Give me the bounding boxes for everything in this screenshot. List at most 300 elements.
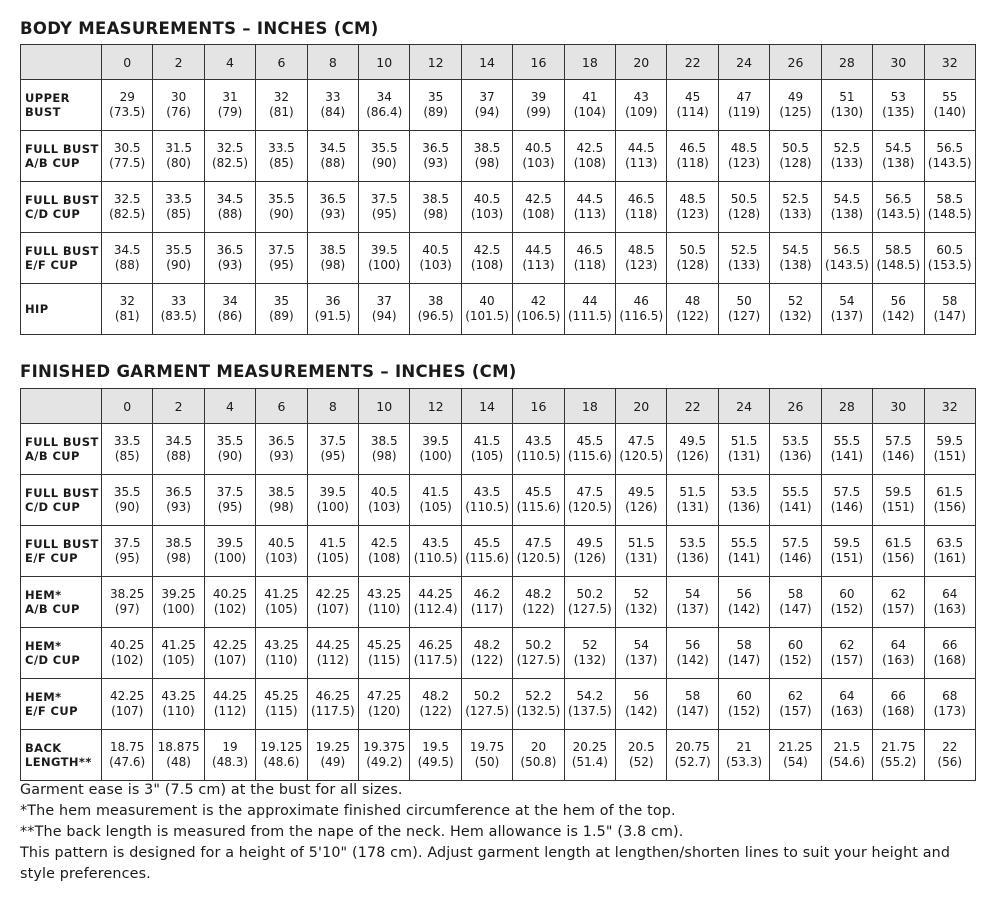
note-height: This pattern is designed for a height of 5'10" (178 cm). Adjust garment length at lengthen/shorten lines to suit your height and style preferences. (20, 845, 951, 882)
inches-value: 55 (942, 90, 958, 104)
measurement-cell (513, 233, 564, 284)
measurement-cell (410, 182, 461, 233)
cm-value: (141) (830, 449, 864, 463)
cm-value: (141) (779, 500, 812, 514)
cm-value: (51.4) (571, 755, 608, 769)
inches-value: 57.5 (833, 485, 861, 499)
cm-value: (97) (114, 602, 140, 616)
inches-value: 44.5 (525, 243, 552, 257)
inches-value: 48.5 (730, 141, 758, 155)
measurement-cell (461, 424, 512, 475)
cm-value: (73.5) (109, 105, 146, 119)
measurement-cell (153, 284, 204, 335)
inches-value: 58 (685, 689, 701, 703)
cm-value: (136) (727, 500, 761, 514)
inches-value: 35.5 (113, 485, 141, 499)
inches-value: 21.25 (778, 740, 813, 754)
measurement-cell (770, 628, 821, 679)
cm-value: (98) (269, 500, 294, 514)
inches-value: 33.5 (268, 141, 295, 155)
cm-value: (83.5) (160, 309, 197, 323)
measurement-cell (924, 577, 976, 628)
cm-value: (123) (625, 258, 658, 272)
measurement-cell (667, 475, 718, 526)
measurement-cell (718, 131, 769, 182)
measurement-cell (461, 526, 512, 577)
cm-value: (151) (830, 551, 864, 565)
measurement-cell (102, 80, 153, 131)
cm-value: (103) (419, 258, 452, 272)
inches-value: 33 (170, 294, 187, 308)
inches-value: 50.5 (679, 243, 707, 257)
measurement-cell (256, 182, 307, 233)
cm-value: (98) (474, 156, 500, 170)
size-header: 14 (461, 389, 512, 424)
measurement-cell (616, 475, 667, 526)
measurement-cell (307, 577, 358, 628)
row-label-line1: FULL BUST (25, 142, 99, 156)
inches-value: 19.25 (315, 740, 350, 754)
inches-value: 36.5 (268, 434, 295, 448)
cm-value: (152) (727, 704, 761, 718)
measurement-row (21, 679, 976, 730)
inches-value: 40.5 (370, 485, 398, 499)
measurement-cell (359, 182, 410, 233)
cm-value: (110) (368, 602, 401, 616)
measurement-cell (153, 526, 204, 577)
cm-value: (48) (166, 755, 191, 769)
measurement-cell (359, 475, 410, 526)
cm-value: (98) (166, 551, 191, 565)
cm-value: (100) (162, 602, 195, 616)
size-header: 10 (359, 45, 410, 80)
inches-value: 42.25 (110, 689, 145, 703)
cm-value: (168) (882, 704, 915, 718)
measurement-cell (513, 577, 564, 628)
measurement-row (21, 233, 976, 284)
inches-value: 40.5 (525, 141, 552, 155)
measurement-cell (821, 526, 872, 577)
measurement-cell (616, 284, 667, 335)
inches-value: 58.5 (884, 243, 912, 257)
inches-value: 48.2 (422, 689, 449, 703)
inches-value: 31.5 (165, 141, 192, 155)
inches-value: 39.5 (216, 536, 244, 550)
size-header: 32 (924, 45, 976, 80)
cm-value: (108) (470, 258, 504, 272)
body-measurements-title: BODY MEASUREMENTS – INCHES (CM) (20, 19, 379, 38)
cm-value: (53.3) (726, 755, 763, 769)
measurement-cell (307, 730, 358, 781)
inches-value: 58 (736, 638, 752, 652)
inches-value: 45.25 (367, 638, 402, 652)
row-label-line1: UPPER (25, 91, 70, 105)
measurement-cell (667, 730, 718, 781)
cm-value: (137) (830, 309, 864, 323)
measurement-row (21, 577, 976, 628)
inches-value: 41.25 (264, 587, 299, 601)
inches-value: 19.75 (469, 740, 505, 754)
cm-value: (112.4) (413, 602, 458, 616)
cm-value: (128) (779, 156, 812, 170)
measurement-cell (410, 424, 461, 475)
inches-value: 54 (839, 294, 855, 308)
cm-value: (90) (166, 258, 191, 272)
cm-value: (93) (269, 449, 294, 463)
measurement-cell (204, 182, 255, 233)
cm-value: (147) (933, 309, 966, 323)
inches-value: 49.5 (627, 485, 655, 499)
note-hem: *The hem measurement is the approximate finished circumference at the hem of the top. (20, 803, 676, 819)
row-label (21, 730, 102, 781)
row-label-line2: A/B CUP (25, 156, 80, 170)
measurement-cell (821, 577, 872, 628)
cm-value: (90) (371, 156, 397, 170)
cm-value: (88) (217, 207, 243, 221)
measurement-cell (410, 679, 461, 730)
measurement-cell (924, 730, 976, 781)
inches-value: 22 (942, 740, 958, 754)
measurement-cell (564, 182, 615, 233)
inches-value: 37.5 (319, 434, 347, 448)
row-label (21, 577, 102, 628)
inches-value: 43 (633, 90, 649, 104)
cm-value: (133) (727, 258, 761, 272)
note-back-length: **The back length is measured from the nape of the neck. Hem allowance is 1.5" (3.8 cm). (20, 824, 684, 840)
cm-value: (127.5) (516, 653, 561, 667)
cm-value: (173) (933, 704, 966, 718)
inches-value: 59.5 (884, 485, 912, 499)
row-label-line1: FULL BUST (25, 244, 99, 258)
inches-value: 45 (685, 90, 701, 104)
measurement-cell (616, 628, 667, 679)
measurement-cell (718, 80, 769, 131)
measurement-cell (153, 131, 204, 182)
cm-value: (89) (269, 309, 294, 323)
inches-value: 46 (633, 294, 649, 308)
cm-value: (91.5) (314, 309, 351, 323)
cm-value: (49.5) (417, 755, 454, 769)
cm-value: (146) (779, 551, 812, 565)
measurement-cell (359, 424, 410, 475)
inches-value: 35.5 (370, 141, 398, 155)
inches-value: 54.5 (884, 141, 912, 155)
size-header: 22 (667, 45, 718, 80)
inches-value: 37.5 (113, 536, 141, 550)
inches-value: 60 (787, 638, 804, 652)
cm-value: (120.5) (619, 449, 664, 463)
cm-value: (93) (217, 258, 243, 272)
cm-value: (117) (470, 602, 504, 616)
measurement-cell (564, 526, 615, 577)
cm-value: (93) (166, 500, 191, 514)
size-header: 26 (770, 45, 821, 80)
cm-value: (95) (217, 500, 243, 514)
measurement-cell (616, 233, 667, 284)
measurement-cell (461, 730, 512, 781)
size-header-row (21, 45, 976, 80)
measurement-cell (359, 526, 410, 577)
size-header: 6 (256, 45, 307, 80)
measurement-cell (513, 475, 564, 526)
inches-value: 19.125 (260, 740, 303, 754)
measurement-cell (513, 526, 564, 577)
measurement-cell (821, 679, 872, 730)
inches-value: 48.2 (525, 587, 552, 601)
measurement-cell (513, 424, 564, 475)
inches-value: 54 (633, 638, 649, 652)
cm-value: (82.5) (109, 207, 146, 221)
measurement-cell (153, 679, 204, 730)
cm-value: (120) (368, 704, 401, 718)
inches-value: 20.5 (627, 740, 655, 754)
cm-value: (147) (727, 653, 761, 667)
inches-value: 49.5 (576, 536, 604, 550)
inches-value: 40.25 (212, 587, 248, 601)
cm-value: (117.5) (310, 704, 355, 718)
cm-value: (107) (316, 602, 349, 616)
inches-value: 66 (890, 689, 906, 703)
size-header: 24 (718, 45, 769, 80)
cm-value: (143.5) (825, 258, 869, 272)
measurement-cell (667, 577, 718, 628)
inches-value: 55.5 (782, 485, 809, 499)
inches-value: 37.5 (268, 243, 295, 257)
inches-value: 35 (273, 294, 290, 308)
cm-value: (120.5) (568, 500, 612, 514)
inches-value: 54 (685, 587, 701, 601)
measurement-cell (359, 80, 410, 131)
inches-value: 36.5 (216, 243, 244, 257)
inches-value: 50.5 (730, 192, 758, 206)
measurement-cell (102, 182, 153, 233)
cm-value: (98) (371, 449, 397, 463)
measurement-cell (821, 628, 872, 679)
inches-value: 21.75 (881, 740, 916, 754)
cm-value: (113) (625, 156, 658, 170)
measurement-cell (256, 475, 307, 526)
cm-value: (138) (882, 156, 915, 170)
cm-value: (132) (625, 602, 658, 616)
cm-value: (52) (628, 755, 654, 769)
measurement-cell (821, 424, 872, 475)
measurement-cell (461, 233, 512, 284)
measurement-cell (513, 730, 564, 781)
measurement-cell (718, 628, 769, 679)
cm-value: (113) (522, 258, 555, 272)
cm-value: (49) (320, 755, 346, 769)
measurement-cell (461, 679, 512, 730)
inches-value: 18.75 (110, 740, 145, 754)
inches-value: 55.5 (730, 536, 758, 550)
measurement-cell (461, 628, 512, 679)
measurement-cell (667, 80, 718, 131)
measurement-cell (256, 526, 307, 577)
cm-value: (49.2) (366, 755, 403, 769)
inches-value: 45.25 (264, 689, 299, 703)
measurement-cell (873, 730, 924, 781)
inches-value: 48.5 (679, 192, 707, 206)
inches-value: 32 (119, 294, 135, 308)
cm-value: (50) (474, 755, 500, 769)
inches-value: 42.25 (315, 587, 350, 601)
inches-value: 56.5 (884, 192, 912, 206)
inches-value: 41.5 (319, 536, 347, 550)
inches-value: 18.875 (157, 740, 200, 754)
measurement-cell (102, 424, 153, 475)
inches-value: 34 (376, 90, 392, 104)
cm-value: (146) (830, 500, 864, 514)
measurement-cell (461, 577, 512, 628)
size-header: 10 (359, 389, 410, 424)
measurement-cell (873, 284, 924, 335)
measurement-cell (770, 526, 821, 577)
inches-value: 48.2 (473, 638, 501, 652)
inches-value: 34.5 (319, 141, 347, 155)
inches-value: 47.5 (627, 434, 655, 448)
inches-value: 56 (633, 689, 649, 703)
header-corner (21, 45, 102, 80)
cm-value: (118) (573, 258, 606, 272)
inches-value: 20.25 (572, 740, 608, 754)
measurement-cell (461, 182, 512, 233)
measurement-cell (821, 730, 872, 781)
inches-value: 45.5 (525, 485, 552, 499)
cm-value: (138) (779, 258, 812, 272)
cm-value: (126) (676, 449, 709, 463)
cm-value: (106.5) (516, 309, 561, 323)
measurement-cell (256, 233, 307, 284)
measurement-cell (102, 131, 153, 182)
size-header: 14 (461, 45, 512, 80)
cm-value: (84) (320, 105, 346, 119)
cm-value: (93) (423, 156, 448, 170)
measurement-cell (102, 475, 153, 526)
inches-value: 64 (839, 689, 855, 703)
inches-value: 36.5 (165, 485, 192, 499)
cm-value: (115.6) (516, 500, 561, 514)
measurement-cell (564, 80, 615, 131)
measurement-cell (718, 577, 769, 628)
measurement-cell (256, 131, 307, 182)
cm-value: (136) (676, 551, 709, 565)
measurement-cell (564, 424, 615, 475)
measurement-cell (410, 628, 461, 679)
inches-value: 39.5 (319, 485, 347, 499)
cm-value: (141) (727, 551, 761, 565)
inches-value: 52.5 (782, 192, 809, 206)
row-label (21, 284, 102, 335)
size-header: 20 (616, 389, 667, 424)
measurement-cell (410, 577, 461, 628)
cm-value: (81) (114, 309, 140, 323)
inches-value: 43.25 (264, 638, 299, 652)
measurement-cell (153, 80, 204, 131)
cm-value: (95) (320, 449, 346, 463)
cm-value: (116.5) (619, 309, 664, 323)
inches-value: 39 (530, 90, 547, 104)
inches-value: 50.2 (473, 689, 501, 703)
measurement-cell (718, 233, 769, 284)
inches-value: 44 (582, 294, 598, 308)
row-label-line2: BUST (25, 105, 61, 119)
inches-value: 38.5 (319, 243, 347, 257)
cm-value: (98) (320, 258, 346, 272)
measurement-cell (770, 284, 821, 335)
cm-value: (127.5) (465, 704, 509, 718)
cm-value: (142) (625, 704, 658, 718)
cm-value: (105) (419, 500, 452, 514)
measurement-cell (102, 679, 153, 730)
row-label (21, 424, 102, 475)
measurement-cell (770, 424, 821, 475)
inches-value: 42.5 (370, 536, 398, 550)
inches-value: 32.5 (216, 141, 244, 155)
measurement-cell (924, 284, 976, 335)
inches-value: 54.2 (576, 689, 604, 703)
measurement-cell (718, 679, 769, 730)
cm-value: (132) (779, 309, 812, 323)
measurement-cell (461, 131, 512, 182)
inches-value: 41.5 (422, 485, 449, 499)
size-header: 12 (410, 389, 461, 424)
measurement-cell (204, 577, 255, 628)
row-label-line1: FULL BUST (25, 435, 99, 449)
inches-value: 50 (736, 294, 752, 308)
inches-value: 32.5 (113, 192, 141, 206)
inches-value: 46.5 (679, 141, 707, 155)
inches-value: 62 (839, 638, 855, 652)
measurement-cell (513, 80, 564, 131)
cm-value: (146) (882, 449, 915, 463)
measurement-cell (924, 628, 976, 679)
cm-value: (102) (213, 602, 247, 616)
inches-value: 38.25 (110, 587, 145, 601)
measurement-cell (307, 80, 358, 131)
measurement-cell (616, 730, 667, 781)
inches-value: 47.5 (525, 536, 552, 550)
measurement-cell (924, 233, 976, 284)
measurement-cell (924, 182, 976, 233)
measurement-cell (410, 131, 461, 182)
cm-value: (95) (269, 258, 294, 272)
cm-value: (52.7) (674, 755, 711, 769)
measurement-cell (924, 475, 976, 526)
inches-value: 49 (787, 90, 804, 104)
measurement-cell (564, 131, 615, 182)
cm-value: (147) (779, 602, 812, 616)
inches-value: 51 (839, 90, 855, 104)
inches-value: 42.5 (525, 192, 552, 206)
measurement-row (21, 284, 976, 335)
measurement-cell (873, 526, 924, 577)
measurement-cell (770, 131, 821, 182)
inches-value: 37 (376, 294, 392, 308)
cm-value: (105) (265, 602, 298, 616)
inches-value: 52.5 (833, 141, 861, 155)
cm-value: (89) (423, 105, 448, 119)
inches-value: 56 (685, 638, 701, 652)
cm-value: (157) (830, 653, 864, 667)
row-label-line2: LENGTH** (25, 755, 92, 769)
row-label (21, 526, 102, 577)
inches-value: 34.5 (113, 243, 141, 257)
measurement-cell (770, 577, 821, 628)
measurement-cell (153, 182, 204, 233)
measurement-cell (513, 182, 564, 233)
cm-value: (85) (269, 156, 294, 170)
cm-value: (126) (573, 551, 606, 565)
